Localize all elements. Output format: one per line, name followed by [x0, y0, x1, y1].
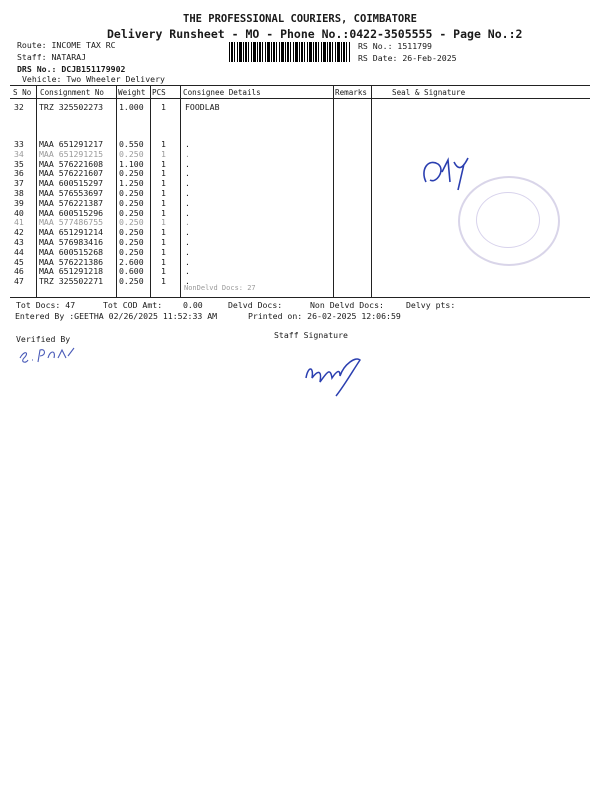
- non-delivered-docs-label: Non Delvd Docs:: [310, 300, 384, 310]
- cell-pcs: 1: [161, 178, 166, 189]
- col-header-seal: Seal & Signature: [392, 88, 466, 97]
- table-header-rule: [10, 98, 590, 99]
- delivery-points-label: Delvy pts:: [406, 300, 456, 310]
- cell-sno: 34: [14, 148, 24, 159]
- rs-number: RS No.: 1511799: [358, 41, 432, 51]
- cell-pcs: 1: [161, 102, 166, 112]
- cell-consignment-no: MAA 651291215: [39, 148, 104, 159]
- cell-sno: 44: [14, 246, 24, 257]
- cell-consignment-no: MAA 651291218: [39, 266, 104, 277]
- cell-pcs: 1: [161, 227, 166, 238]
- cell-consignment-no: TRZ 325502273: [39, 102, 104, 112]
- cell-pcs: 1: [161, 256, 166, 267]
- col-header-weight: Weight: [118, 88, 146, 97]
- cell-weight: 2.600: [119, 256, 144, 267]
- cell-pcs: 1: [161, 207, 166, 218]
- cell-sno: 33: [14, 139, 24, 149]
- cell-pcs: 1: [161, 276, 166, 287]
- cell-pcs: 1: [161, 158, 166, 169]
- drs-number: DRS No.: DCJB151179902: [17, 64, 126, 74]
- col-divider: [333, 86, 334, 297]
- total-cod-label: Tot COD Amt:: [103, 300, 163, 310]
- col-divider: [371, 86, 372, 297]
- cell-consignment-no: MAA 600515268: [39, 246, 104, 257]
- delivered-docs-label: Delvd Docs:: [228, 300, 283, 310]
- printed-on: Printed on: 26-02-2025 12:06:59: [248, 311, 401, 321]
- col-divider: [150, 86, 151, 297]
- cell-sno: 43: [14, 237, 24, 247]
- cell-weight: 0.250: [119, 246, 144, 257]
- cell-consignee-details: .: [185, 148, 190, 159]
- cell-consignee-details: .: [185, 188, 190, 198]
- cell-consignee-details: .: [185, 139, 190, 149]
- verified-by-label: Verified By: [16, 334, 71, 344]
- cell-sno: 37: [14, 178, 24, 189]
- cell-consignee-details: .: [185, 266, 190, 277]
- cell-consignee-details: .: [185, 237, 190, 247]
- staff-label: Staff: NATARAJ: [17, 52, 87, 62]
- cell-consignment-no: MAA 651291214: [39, 227, 104, 238]
- cell-consignee-details: .: [185, 227, 190, 238]
- total-cod-value: 0.00: [183, 300, 203, 310]
- col-header-consignment: Consignment No: [40, 88, 105, 97]
- table-top-rule: [10, 85, 590, 86]
- cell-consignment-no: MAA 600515297: [39, 178, 104, 189]
- cell-sno: 41: [14, 217, 24, 228]
- cell-pcs: 1: [161, 237, 166, 247]
- cell-weight: 0.600: [119, 266, 144, 277]
- cell-consignment-no: MAA 576553697: [39, 188, 104, 198]
- cell-consignee-details: .: [185, 256, 190, 267]
- col-header-pcs: PCS: [152, 88, 166, 97]
- cell-weight: 0.250: [119, 148, 144, 159]
- cell-pcs: 1: [161, 188, 166, 198]
- cell-weight: 0.250: [119, 207, 144, 218]
- recipient-signature: [418, 152, 478, 194]
- cell-consignment-no: MAA 576221386: [39, 256, 104, 267]
- cell-sno: 38: [14, 188, 24, 198]
- cell-sno: 40: [14, 207, 24, 218]
- cell-sno: 35: [14, 158, 24, 169]
- cell-consignee-details: .: [185, 217, 190, 228]
- verifier-signature: [16, 344, 78, 366]
- cell-consignment-no: TRZ 325502271: [39, 276, 104, 287]
- col-header-remarks: Remarks: [335, 88, 368, 97]
- cell-weight: 0.250: [119, 237, 144, 247]
- cell-sno: 42: [14, 227, 24, 238]
- entered-by: Entered By :GEETHA 02/26/2025 11:52:33 AM: [15, 311, 218, 321]
- cell-consignee-details: .: [185, 158, 190, 169]
- cell-consignment-no: MAA 577486755: [39, 217, 104, 228]
- cell-weight: 0.250: [119, 168, 144, 179]
- cell-weight: 1.000: [119, 102, 144, 112]
- cell-pcs: 1: [161, 246, 166, 257]
- cell-sno: 32: [14, 102, 24, 112]
- cell-sno: 47: [14, 276, 24, 287]
- cell-consignee-details: .: [185, 246, 190, 257]
- cell-weight: 0.250: [119, 197, 144, 208]
- cell-consignment-no: MAA 600515296: [39, 207, 104, 218]
- vehicle-label: Vehicle: Two Wheeler Delivery: [22, 74, 165, 84]
- cell-sno: 46: [14, 266, 24, 277]
- cell-weight: 1.250: [119, 178, 144, 189]
- cell-weight: 0.550: [119, 139, 144, 149]
- cell-consignee-details: .: [185, 197, 190, 208]
- cell-consignee-details: FOODLAB: [185, 102, 220, 112]
- seal-stamp-inner: [476, 192, 540, 248]
- cell-consignment-no: MAA 651291217: [39, 139, 104, 149]
- cell-consignee-details: .: [185, 276, 190, 287]
- cell-sno: 39: [14, 197, 24, 208]
- cell-pcs: 1: [161, 139, 166, 149]
- cell-consignment-no: MAA 576221607: [39, 168, 104, 179]
- col-divider: [116, 86, 117, 297]
- total-docs: Tot Docs: 47: [16, 300, 76, 310]
- company-title: THE PROFESSIONAL COURIERS, COIMBATORE: [183, 13, 417, 25]
- cell-pcs: 1: [161, 148, 166, 159]
- cell-consignee-details: .: [185, 178, 190, 189]
- staff-signature-mark: [300, 352, 370, 400]
- col-header-consignee: Consignee Details: [183, 88, 261, 97]
- staff-signature-label: Staff Signature: [274, 330, 348, 340]
- route-label: Route: INCOME TAX RC: [17, 40, 116, 50]
- col-divider: [36, 86, 37, 297]
- cell-consignment-no: MAA 576221608: [39, 158, 104, 169]
- cell-consignee-details: .: [185, 207, 190, 218]
- cell-weight: 0.250: [119, 227, 144, 238]
- cell-weight: 0.250: [119, 276, 144, 287]
- cell-pcs: 1: [161, 197, 166, 208]
- table-bottom-rule: [10, 297, 590, 298]
- runsheet-title: Delivery Runsheet - MO - Phone No.:0422-3505555 - Page No.:2: [107, 27, 523, 41]
- cell-weight: 1.100: [119, 158, 144, 169]
- cell-consignment-no: MAA 576983416: [39, 237, 104, 247]
- cell-pcs: 1: [161, 266, 166, 277]
- cell-consignee-details: .: [185, 168, 190, 179]
- nondelvd-note: NonDelvd Docs: 27: [184, 284, 256, 292]
- cell-weight: 0.250: [119, 188, 144, 198]
- cell-pcs: 1: [161, 168, 166, 179]
- cell-sno: 45: [14, 256, 24, 267]
- col-header-sno: S No: [13, 88, 32, 97]
- cell-consignment-no: MAA 576221387: [39, 197, 104, 208]
- barcode: [229, 42, 350, 62]
- cell-pcs: 1: [161, 217, 166, 228]
- cell-sno: 36: [14, 168, 24, 179]
- col-divider: [180, 86, 181, 297]
- cell-weight: 0.250: [119, 217, 144, 228]
- rs-date: RS Date: 26-Feb-2025: [358, 53, 457, 63]
